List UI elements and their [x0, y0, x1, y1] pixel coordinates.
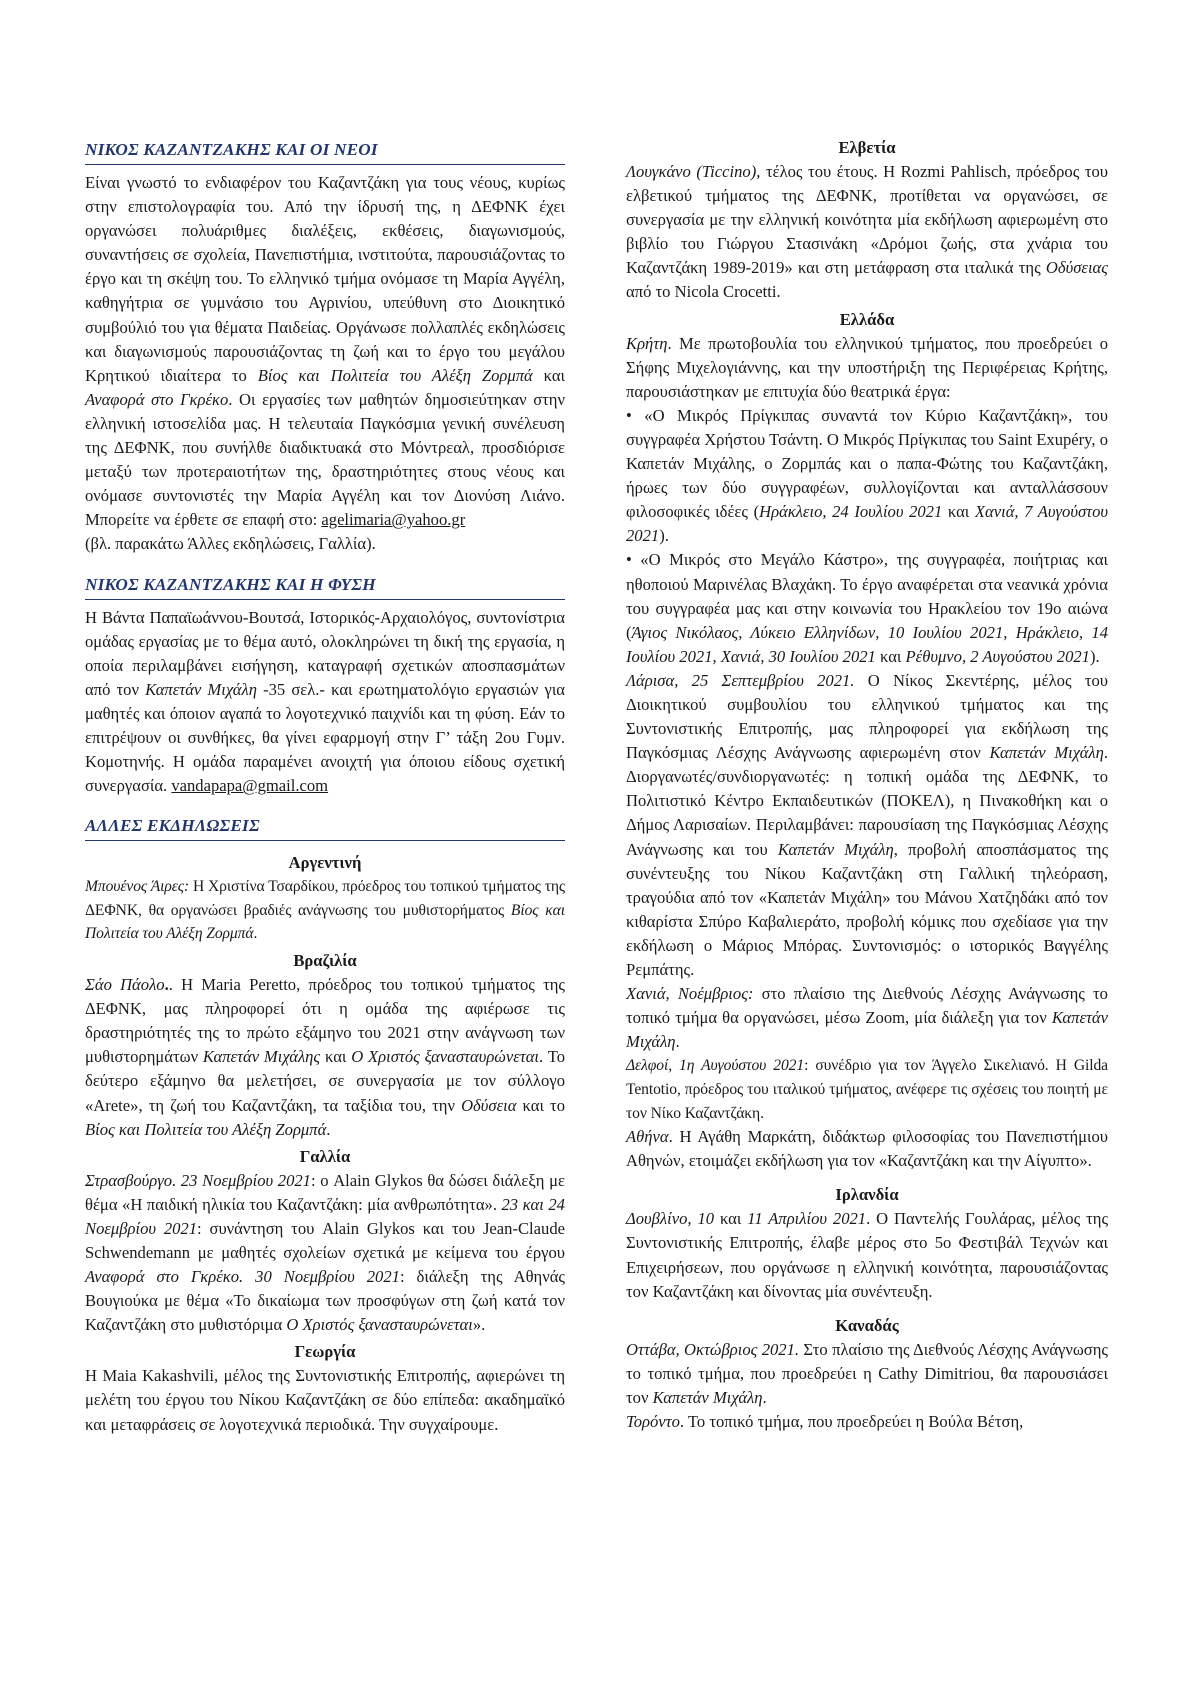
youth-paragraph-end: (βλ. παρακάτω Άλλες εκδηλώσεις, Γαλλία). — [85, 534, 376, 554]
country-heading-switzerland: Ελβετία — [838, 138, 896, 157]
crete-bullet-1: • «Ο Μικρός Πρίγκιπας συναντά τον Κύριο Καζαντζάκη», του συγγραφέα Χρήστου Τσάντη. Ο Μικρός Πρίγκιπας του Saint Exupéry, ο Καπετάν Μιχάλης, ο Ζορμπάς και ο παπα-Φώτης του Καζαντζάκη, ήρωες των δύο συγγραφέων, συλλογίζονται και ανταλλάσσουν φιλοσοφικές ιδέες (Ηράκλειο, 24 Ιουλίου 2021 και Χανιά, 7 Αυγούστου 2021). — [626, 405, 1109, 546]
georgia-paragraph: Η Maia Kakashvili, μέλος της Συντονιστικής Επιτροπής, αφιερώνει τη μελέτη του έργου του Νίκου Καζαντζάκη σε δύο επίπεδα: ακαδημαϊκό και μεταφράσεις σε λογοτεχνικά περιοδικά. Την συγχαίρουμε. — [85, 1366, 565, 1434]
chania-paragraph: Χανιά, Νοέμβριος: στο πλαίσιο της Διεθνούς Λέσχης Ανάγνωσης το τοπικό τμήμα θα οργανώσει, μέσω Zoom, μία διάλεξη για τον Καπετάν Μιχάλη. — [626, 984, 1108, 1052]
country-heading-france: Γαλλία — [299, 1146, 351, 1166]
france-paragraph: Στρασβούργο. 23 Νοεμβρίου 2021: ο Alain Glykos θα δώσει διάλεξη με θέμα «Η παιδική ηλικία του Καζαντζάκη: μία ανθρωπότητα». 23 και 24 Νοεμβρίου 2021: συνάντηση του Alain Glykos και του Jean-Claude Schwendemann με μαθητές σχολείων σχετικά με κείμενα του έργου Αναφορά στο Γκρέκο. 30 Νοεμβρίου 2021: διάλεξη της Αθηνάς Βουγιούκα με θέμα «Το δικαίωμα των προσφύγων στη ζωή κατά τον Καζαντζάκη στο μυθιστόριμα Ο Χριστός ξανασταυρώνεται». — [85, 1170, 565, 1335]
ottawa-paragraph: Οττάβα, Οκτώβριος 2021. Στο πλαίσιο της Διεθνούς Λέσχης Ανάγνωσης το τοπικό τμήμα, που προεδρεύει η Cathy Dimitriou, θα παρουσιάσει τον Καπετάν Μιχάλη. — [626, 1339, 1108, 1407]
right-column — [626, 136, 1108, 1434]
email-link-agelimaria[interactable]: agelimaria@yahoo.gr — [321, 510, 466, 530]
delphi-paragraph: Δελφοί, 1η Αυγούστου 2021: συνέδριο για τον Άγγελο Σικελιανό. Η Gilda Tentotio, πρόεδρος του ιταλικού τμήματος, ανέφερε τις σχέσεις του ποιητή με τον Νίκο Καζαντζάκη. — [626, 1057, 1108, 1122]
toronto-paragraph: Τορόντο. Το τοπικό τμήμα, που προεδρεύει η Βούλα Βέτση, — [626, 1412, 1024, 1431]
country-heading-ireland: Ιρλανδία — [835, 1185, 899, 1205]
switzerland-paragraph: Λουγκάνο (Ticcino), τέλος του έτους. Η Rozmi Pahlisch, πρόεδρος του ελβετικού τμήματος της ΔΕΦΝΚ, προτίθεται να οργανώσει, σε συνεργασία με την ελληνική κοινότητα μία εκδήλωση αφιερωμένη στο βιβλίο του Γιώργου Στασινάκη «Δρόμοι ζωής, στα χνάρια του Καζαντζάκη 1989-2019» και στη μετάφραση στα ιταλικά της Οδύσειας από το Nicola Crocetti. — [626, 162, 1108, 302]
country-heading-argentina: Αργεντινή — [288, 853, 362, 873]
crete-bullet-2: • «Ο Μικρός στο Μεγάλο Κάστρο», της συγγραφέα, ποιήτριας και ηθοποιού Μαρινέλας Βλαχάκη. Το έργο αναφέρεται στα νεανικά χρόνια του συγγραφέα μας και στην κοινωνία του Ηρακλείου τον 19ο αιώνα (Άγιος Νικόλαος, Λύκειο Ελληνίδων, 10 Ιουλίου 2021, Ηράκλειο, 14 Ιουλίου 2021, Χανιά, 30 Ιουλίου 2021 και Ρέθυμνο, 2 Αυγούστου 2021). — [626, 550, 1108, 666]
larisa-paragraph: Λάρισα, 25 Σεπτεμβρίου 2021. Ο Νίκος Σκεντέρης, μέλος του Διοικητικού συμβουλίου του ελληνικού τμήματος και της Συντονιστικής Επιτροπής, μας πληροφορεί για εκδήλωση της Παγκόσμιας Λέσχης Ανάγνωσης αφιερωμένη στον Καπετάν Μιχάλη. Διοργανωτές/συνδιοργανωτές: η τοπική ομάδα της ΔΕΦΝΚ, το Πολιτιστικό Κέντρο Εκπαιδευτικών (ΠΟΚΕΛ), η Πινακοθήκη και ο Δήμος Λαρισαίων. Περιλαμβάνει: παρουσίαση της Παγκόσμιας Λέσχης Ανάγνωσης και του Καπετάν Μιχάλη, προβολή αποσπάσματος της συνέντευξης του Νίκου Καζαντζάκη στη Γαλλική τηλεόραση, τραγούδια από τον «Καπετάν Μιχάλη» του Μάνου Χατζηδάκι από τον κιθαρίστα Σπύρο Καβαλιεράτο, προβολή κόμικς που σχεδίασε για την εκδήλωση ο Μάριος Μπόρας. Συντονισμός: ο ιστορικός Βαγγέλης Ρεμπάτης. — [626, 670, 1109, 979]
brazil-paragraph: Σάο Πάολο.. Η Maria Peretto, πρόεδρος του τοπικού τμήματος της ΔΕΦΝΚ, μας πληροφορεί ότι η ομάδα της αφιέρωσε τις δραστηριότητές της το πρώτο εξάμηνο του 2021 στην ανάγνωση των μυθιστορημάτων Καπετάν Μιχάλης και Ο Χριστός ξανασταυρώνεται. Το δεύτερο εξάμηνο θα μελετήσει, σε συνεργασία με τον σύλλογο «Arete», τη ζωή του Καζαντζάκη, τα ταξίδια του, την Οδύσεια και το Βίος και Πολιτεία του Αλέξη Ζορμπά. — [85, 975, 566, 1139]
left-column — [85, 136, 565, 1437]
country-heading-canada: Καναδάς — [835, 1315, 899, 1335]
section-heading-events: ΑΛΛΕΣ ΕΚΔΗΛΩΣΕΙΣ — [85, 812, 565, 841]
email-link-vandapapa[interactable]: vandapapa@gmail.com — [171, 776, 329, 796]
section-heading-youth: ΝΙΚΟΣ ΚΑΖΑΝΤΖΑΚΗΣ ΚΑΙ ΟΙ ΝΕΟΙ — [85, 136, 565, 165]
nature-paragraph: Η Βάντα Παπαϊωάννου-Βουτσά, Ιστορικός-Αρχαιολόγος, συντονίστρια ομάδας εργασίας με το θέμα αυτό, ολοκληρώνει τη δική της εργασία, η οποία περιλαμβάνει εισήγηση, καταγραφή σχετικών αποσπασμάτων από τον Καπετάν Μιχάλη -35 σελ.- και ερωτηματολόγιο εργασιών για μαθητές και όποιον αγαπά το λογοτεχνικό παιχνίδι και τη φύση. Εάν το επιτρέψουν οι συνθήκες, θα γίνει εφαρμογή στην Γ’ τάξη 2ου Γυμν. Κομοτηνής. Η ομάδα παραμένει ανοιχτή για όποιου είδους σχετική συνεργασία. vandapapa@gmail.com — [85, 607, 565, 796]
ireland-paragraph: Δουβλίνο, 10 και 11 Απριλίου 2021. Ο Παντελής Γουλάρας, μέλος της Συντονιστικής Επιτροπής, έλαβε μέρος στο 5ο Φεστιβάλ Τεχνών και Επιχειρήσεων, που οργάνωσε η ελληνική κοινότητα, παρουσιάζοντας τον Καζαντζάκη και δίνοντας μία συνέντευξη. — [626, 1209, 1109, 1301]
crete-paragraph: Κρήτη. Με πρωτοβουλία του ελληνικού τμήματος, που προεδρεύει ο Σήφης Μιχελογιάννης, και την υποστήριξη της Περιφέρειας Κρήτης, παρουσιάστηκαν με επιτυχία δύο θεατρικά έργα: — [626, 333, 1108, 401]
youth-paragraph: Είναι γνωστό το ενδιαφέρον του Καζαντζάκη για τους νέους, κυρίως στην επιστολογραφία του. Από την ίδρυσή της, η ΔΕΦΝΚ έχει οργανώσει πολυάριθμες διαλέξεις, εκθέσεις, διαγωνισμούς, συναντήσεις σε σχολεία, Πανεπιστήμια, ινστιτούτα, παρουσιάζοντας το έργο και τη σκέψη του. Το ελληνικό τμήμα ονόμασε τη Μαρία Αγγέλη, καθηγήτρια σε γυμνάσιο του Αγρινίου, υπεύθυνη στο Διοικητικό συμβούλιό του για θέματα Παιδείας. Οργάνωσε πολλαπλές εκδηλώσεις και διαγωνισμούς παρουσιάζοντας τη ζωή και το έργο του μεγάλου Κρητικού ιδιαίτερα το Βίος και Πολιτεία του Αλέξη Ζορμπά και Αναφορά στο Γκρέκο. Οι εργασίες των μαθητών δημοσιεύτηκαν στην ελληνική ιστοσελίδα μας. Η τελευταία Παγκόσμια γενική συνέλευση της ΔΕΦΝΚ, που συνήλθε διαδικτυακά στο Μόντρεαλ, προσδιόρισε μεταξύ των προτεραιοτήτων της, δραστηριότητες στους νέους και ονόμασε συντονιστές την Μαρία Αγγέλη και τον Διονύση Λιάνο. Μπορείτε να έρθετε σε επαφή στο: agelimaria@yahoo.gr — [85, 173, 565, 530]
country-heading-georgia: Γεωργία — [294, 1342, 356, 1362]
athens-paragraph: Αθήνα. Η Αγάθη Μαρκάτη, διδάκτωρ φιλοσοφίας του Πανεπιστήμιου Αθηνών, ετοιμάζει εκδήλωση για τον «Καζαντζάκη και την Αίγυπτο». — [626, 1127, 1108, 1171]
section-heading-nature: ΝΙΚΟΣ ΚΑΖΑΝΤΖΑΚΗΣ ΚΑΙ Η ΦΥΣΗ — [85, 571, 565, 600]
argentina-paragraph: Μπουένος Άιρες: Η Χριστίνα Τσαρδίκου, πρόεδρος του τοπικού τμήματος της ΔΕΦΝΚ, θα οργανώσει βραδιές ανάγνωσης του μυθιστορήματος Βίος και Πολιτεία του Αλέξη Ζορμπά. — [85, 878, 565, 943]
country-heading-greece: Ελλάδα — [839, 309, 895, 329]
country-heading-brazil: Βραζιλία — [293, 951, 357, 971]
